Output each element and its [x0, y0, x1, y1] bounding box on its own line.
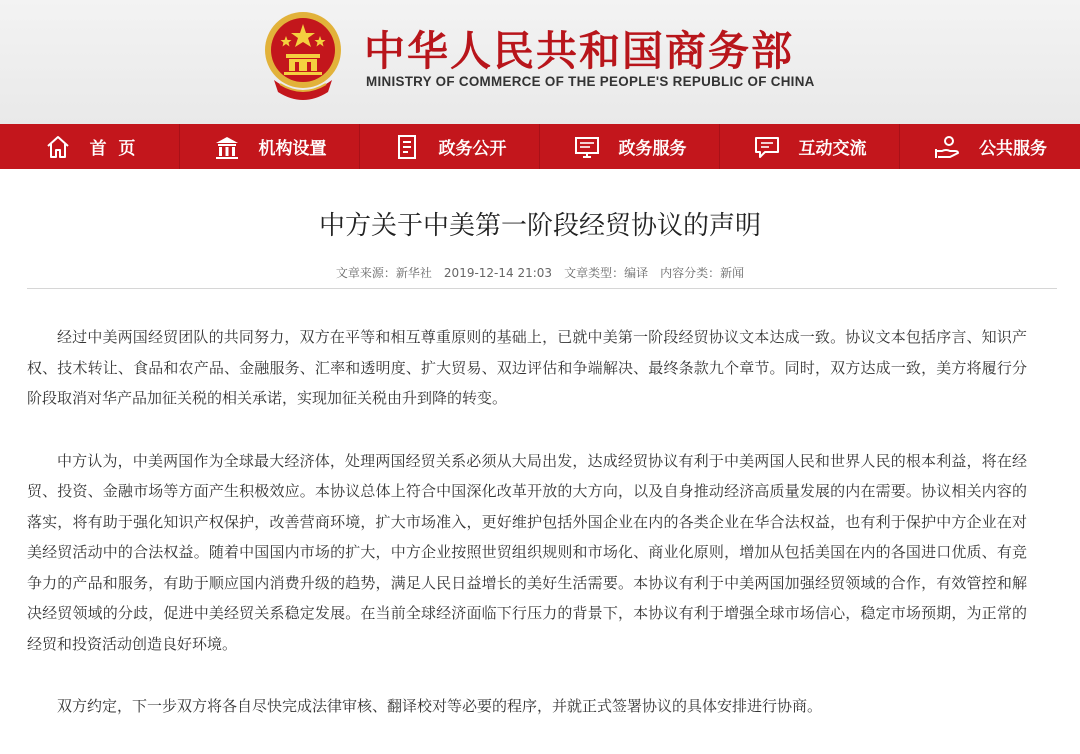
monitor-icon [573, 133, 601, 161]
ministry-title-chinese: 中华人民共和国商务部 [364, 27, 794, 75]
article-datetime: 2019-12-14 21:03 [443, 266, 553, 280]
article-source: 文章来源：新华社 [335, 266, 432, 280]
national-emblem-logo[interactable] [262, 10, 344, 108]
ministry-title-english: MINISTRY OF COMMERCE OF THE PEOPLE'S REPUBLIC OF CHINA [366, 74, 815, 89]
nav-item-interaction[interactable] [720, 124, 900, 169]
nav-item-public-services[interactable] [900, 124, 1080, 169]
article-category: 内容分类：新闻 [660, 266, 745, 280]
home-icon [44, 133, 72, 161]
building-icon [213, 133, 241, 161]
nav-item-label: 公共服务 [979, 139, 1047, 159]
meta-divider [27, 288, 1057, 289]
nav-item-label: 政务服务 [618, 139, 687, 159]
hand-service-icon [933, 133, 961, 161]
article-paragraph: 双方约定，下一步双方将各自尽快完成法律审核、翻译校对等必要的程序，并就正式签署协议的具体安排进行协商。 [57, 697, 823, 715]
document-icon [393, 133, 421, 161]
article-title: 中方关于中美第一阶段经贸协议的声明 [318, 211, 761, 241]
article-type: 文章类型：编译 [564, 266, 649, 280]
article-paragraph: 经过中美两国经贸团队的共同努力，双方在平等和相互尊重原则的基础上，已就中美第一阶段经贸协议文本达成一致。协议文本包括序言、知识产权、技术转让、食品和农产品、金融服务、汇率和透明度、扩大贸易、双边评估和争端解决、最终条款九个章节。同时，双方达成一致，美方将履行分阶段取消对华产品加征关税的相关承诺，实现加征关税由升到降的转变。 [27, 328, 1027, 407]
site-header [0, 0, 1080, 124]
article-meta [0, 264, 1080, 281]
chat-icon [753, 133, 781, 161]
nav-item-organization[interactable] [180, 124, 360, 169]
nav-item-label: 机构设置 [258, 139, 327, 159]
article-paragraph: 中方认为，中美两国作为全球最大经济体，处理两国经贸关系必须从大局出发，达成经贸协议有利于中美两国人民和世界人民的根本利益，将在经贸、投资、金融市场等方面产生积极效应。本协议总体上符合中国深化改革开放的大方向，以及自身推动经济高质量发展的内在需要。协议相关内容的落实，将有助于强化知识产权保护，改善营商环境，扩大市场准入，更好维护包括外国企业在内的各类企业在华合法权益，也有利于保护中方企业在对美经贸活动中的合法权益。随着中国国内市场的扩大，中方企业按照世贸组织规则和市场化、商业化原则，增加从包括美国在内的各国进口优质、有竞争力的产品和服务，有助于顺应国内消费升级的趋势，满足人民日益增长的美好生活需要。本协议有利于中美两国加强经贸领域的合作，有效管控和解决经贸领域的分歧，促进中美经贸关系稳定发展。在当前全球经济面临下行压力的背景下，本协议有利于增强全球市场信心，稳定市场预期，为正常的经贸和投资活动创造良好环境。 [27, 451, 1027, 653]
nav-item-label: 政务公开 [438, 139, 507, 159]
main-navigation [0, 124, 1080, 169]
article-body [27, 322, 1027, 754]
nav-item-government-affairs-public[interactable] [360, 124, 540, 169]
nav-item-government-services[interactable] [540, 124, 720, 169]
nav-item-home[interactable] [0, 124, 180, 169]
nav-item-label: 互动交流 [798, 139, 867, 159]
nav-item-label: 首 页 [89, 139, 136, 159]
